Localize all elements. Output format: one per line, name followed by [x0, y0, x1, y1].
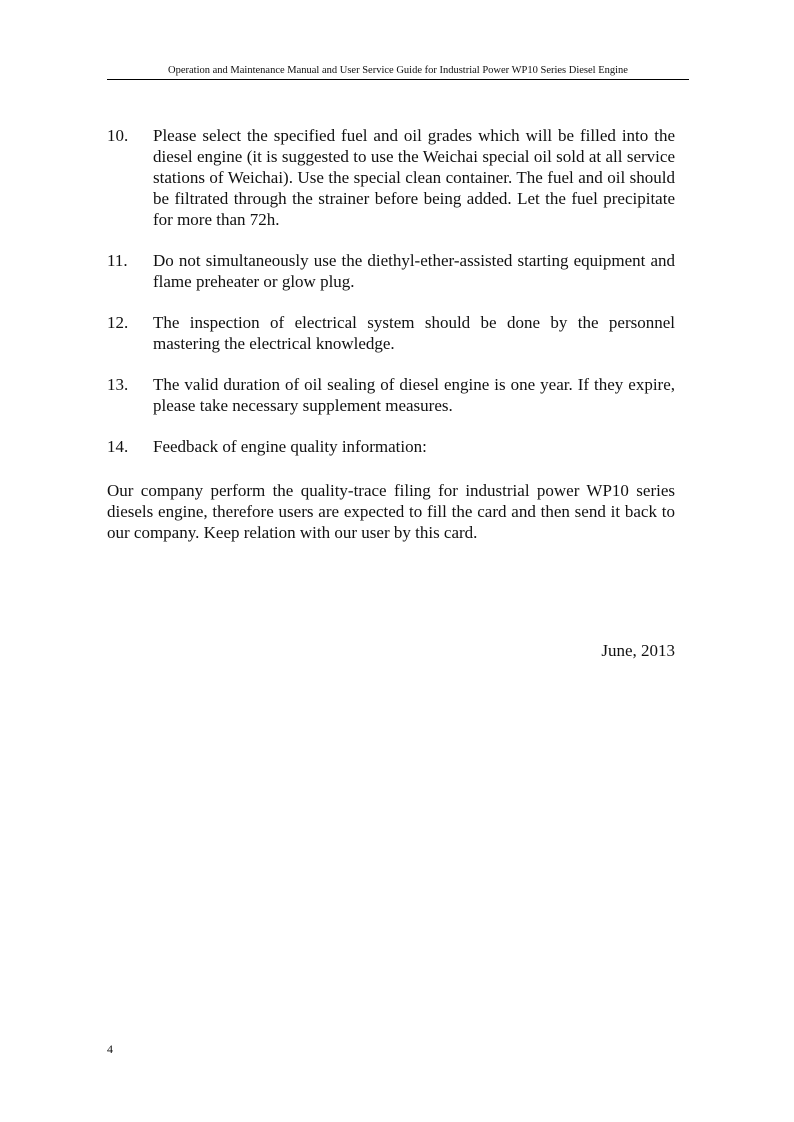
closing-paragraph: Our company perform the quality-trace filing for industrial power WP10 series diesels engine, therefore users are expected to fill the card and then send it back to our company. Keep relation with our user by this card.	[107, 481, 675, 542]
list-item	[107, 374, 675, 416]
list-item-number: 12.	[107, 313, 129, 332]
list-item-number: 14.	[107, 437, 129, 456]
list-item-number: 11.	[107, 251, 128, 270]
page-number: 4	[107, 1042, 113, 1056]
list-item	[107, 436, 675, 457]
list-item-text: Do not simultaneously use the diethyl-ether-assisted starting equipment and flame preheater or glow plug.	[153, 251, 675, 291]
list-item-text: Please select the specified fuel and oil grades which will be filled into the diesel engine (it is suggested to use the Weichai special oil sold at all service stations of Weichai). Use the special clean container. The fuel and oil should be filtrated through the strainer before being added. Let the fuel precipitate for more than 72h.	[153, 126, 675, 229]
list-item-number: 13.	[107, 375, 129, 394]
list-item	[107, 125, 675, 230]
list-item-text: Feedback of engine quality information:	[153, 437, 427, 456]
list-item	[107, 312, 675, 354]
list-item-text: The valid duration of oil sealing of diesel engine is one year. If they expire, please take necessary supplement measures.	[153, 375, 675, 415]
precaution-list	[107, 125, 675, 457]
document-date: June, 2013	[601, 641, 675, 660]
list-item-text: The inspection of electrical system should be done by the personnel mastering the electrical knowledge.	[153, 313, 675, 353]
list-item-number: 10.	[107, 126, 129, 145]
list-item	[107, 250, 675, 292]
running-header: Operation and Maintenance Manual and User Service Guide for Industrial Power WP10 Series Diesel Engine	[168, 65, 628, 76]
header-rule	[107, 79, 689, 80]
